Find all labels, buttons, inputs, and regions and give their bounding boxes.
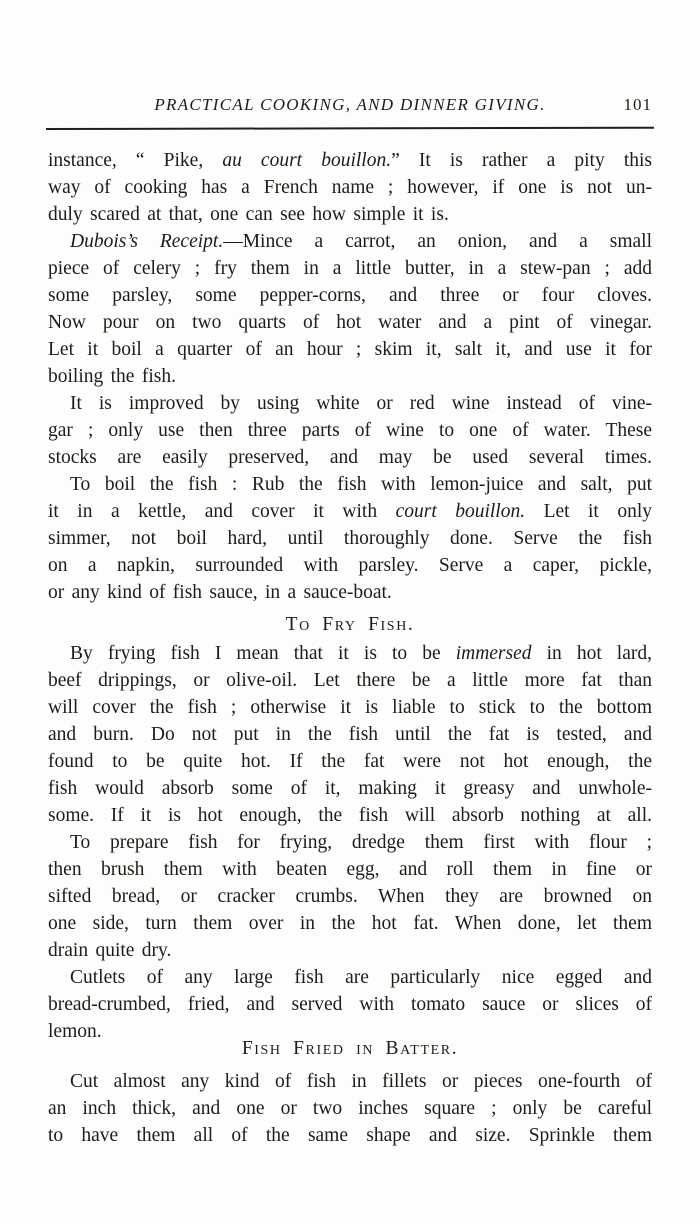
text-line: duly scared at that, one can see how simple it is. xyxy=(48,204,449,225)
text-line: Let it boil a quarter of an hour ; skim it, salt it, and use it for xyxy=(48,339,652,360)
text-line: fish would absorb some of it, making it greasy and unwhole- xyxy=(48,778,652,799)
section-heading: To Fry Fish. xyxy=(285,614,415,635)
paragraph xyxy=(48,390,652,471)
text-line: instance, “ Pike, au court bouillon.” It is rather a pity this xyxy=(48,150,652,171)
paragraph xyxy=(48,147,652,228)
paragraph xyxy=(48,228,652,390)
page-number: 101 xyxy=(623,95,652,114)
text-line: It is improved by using white or red wine instead of vine- xyxy=(70,393,652,414)
text-line: Cutlets of any large fish are particularly nice egged and xyxy=(70,967,652,988)
text-line: some. If it is hot enough, the fish will absorb nothing at all. xyxy=(48,805,652,826)
paragraph xyxy=(48,1068,652,1149)
text-line: it in a kettle, and cover it with court bouillon. Let it only xyxy=(48,501,652,522)
running-head-title: PRACTICAL COOKING, AND DINNER GIVING. xyxy=(154,95,546,114)
page-body xyxy=(48,147,652,1149)
text-line: found to be quite hot. If the fat were not hot enough, the xyxy=(48,751,652,772)
text-line: simmer, not boil hard, until thoroughly done. Serve the fish xyxy=(48,528,652,549)
text-line: bread-crumbed, fried, and served with tomato sauce or slices of xyxy=(48,994,652,1015)
paragraph xyxy=(48,964,652,1045)
text-line: then brush them with beaten egg, and roll them in fine or xyxy=(48,859,652,880)
text-line: gar ; only use then three parts of wine to one of water. These xyxy=(48,420,652,441)
paragraph xyxy=(48,471,652,606)
text-line: one side, turn them over in the hot fat. When done, let them xyxy=(48,913,652,934)
section-heading: Fish Fried in Batter. xyxy=(241,1038,459,1059)
text-line: To prepare fish for frying, dredge them first with flour ; xyxy=(70,832,652,853)
text-line: will cover the fish ; otherwise it is liable to stick to the bottom xyxy=(48,697,652,718)
text-line: an inch thick, and one or two inches square ; only be careful xyxy=(48,1098,652,1119)
text-line: to have them all of the same shape and size. Sprinkle them xyxy=(48,1125,652,1146)
text-line: stocks are easily preserved, and may be used several times. xyxy=(48,447,652,468)
paragraph xyxy=(48,640,652,829)
header-rule xyxy=(46,127,654,130)
text-line: Cut almost any kind of fish in fillets or pieces one-fourth of xyxy=(70,1071,652,1092)
text-line: To boil the fish : Rub the fish with lemon-juice and salt, put xyxy=(70,474,652,495)
text-line: Dubois’s Receipt.—Mince a carrot, an onion, and a small xyxy=(70,231,652,252)
paragraph xyxy=(48,829,652,964)
text-line: By frying fish I mean that it is to be immersed in hot lard, xyxy=(70,643,652,664)
text-line: beef drippings, or olive-oil. Let there be a little more fat than xyxy=(48,670,652,691)
text-line: lemon. xyxy=(48,1021,102,1042)
text-line: and burn. Do not put in the fish until the fat is tested, and xyxy=(48,724,652,745)
text-line: or any kind of fish sauce, in a sauce-boat. xyxy=(48,582,392,603)
text-line: some parsley, some pepper-corns, and three or four cloves. xyxy=(48,285,652,306)
text-line: piece of celery ; fry them in a little butter, in a stew-pan ; add xyxy=(48,258,652,279)
text-line: way of cooking has a French name ; however, if one is not un- xyxy=(48,177,652,198)
text-line: sifted bread, or cracker crumbs. When they are browned on xyxy=(48,886,652,907)
text-line: boiling the fish. xyxy=(48,366,176,387)
text-line: drain quite dry. xyxy=(48,940,172,961)
text-line: Now pour on two quarts of hot water and a pint of vinegar. xyxy=(48,312,652,333)
text-line: on a napkin, surrounded with parsley. Serve a caper, pickle, xyxy=(48,555,652,576)
running-head xyxy=(48,95,652,117)
